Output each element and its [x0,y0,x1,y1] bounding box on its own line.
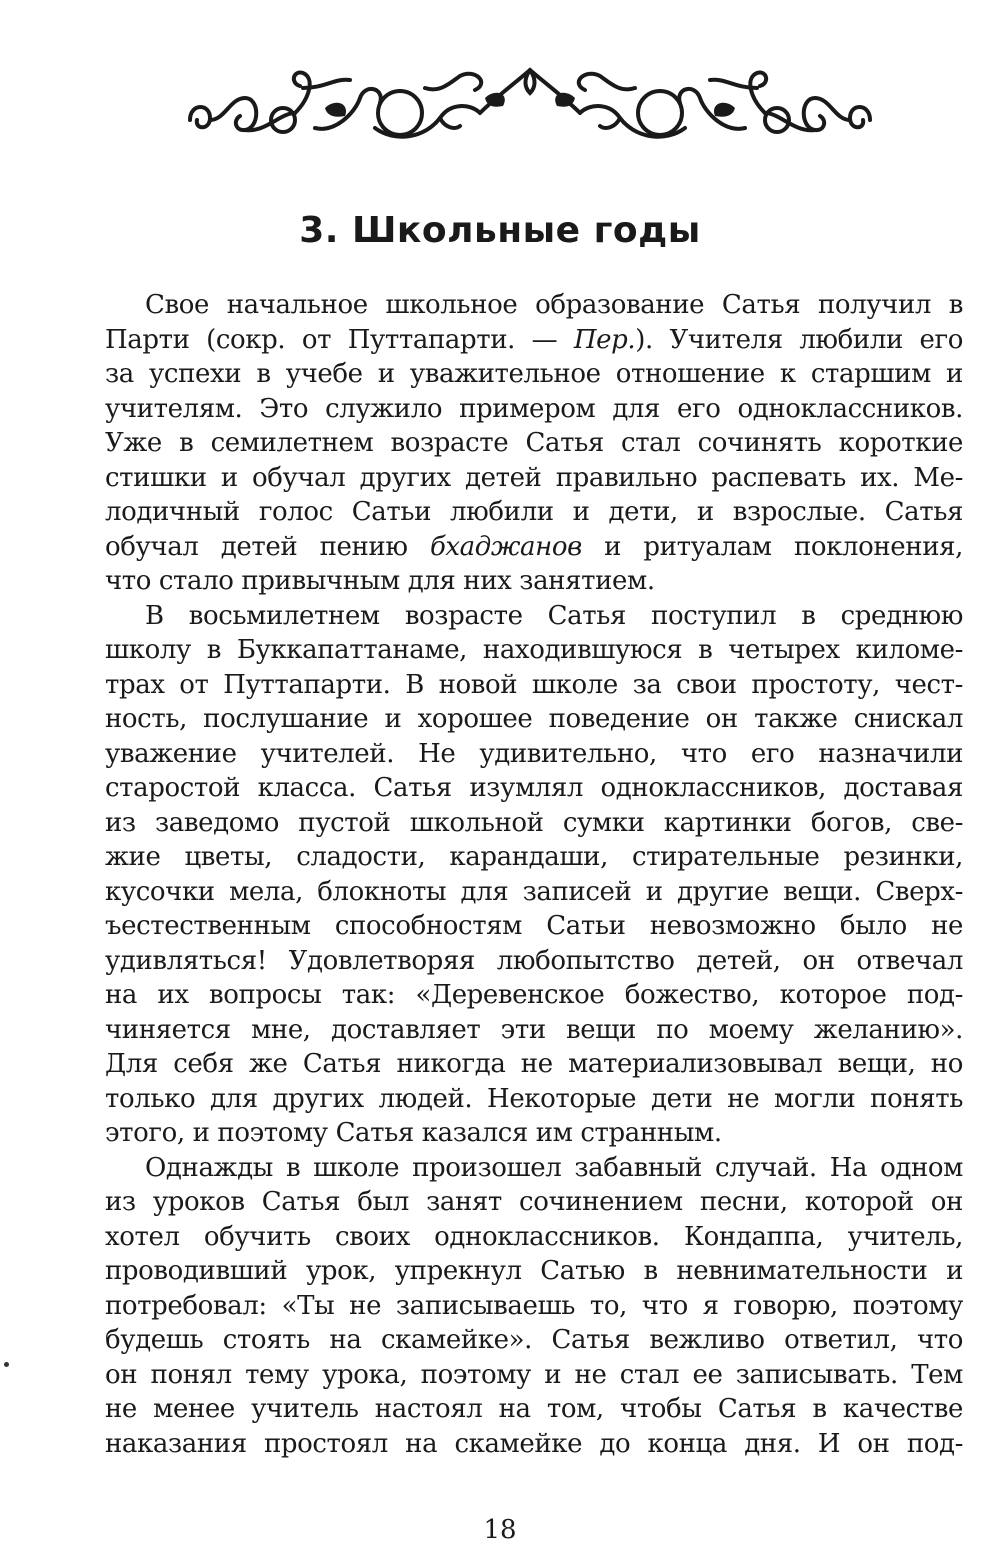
text-line: из заведомо пустой школьной сумки картинки богов, све- [105,807,963,838]
text-line: Уже в семилетнем возрасте Сатья стал сочинять короткие [105,428,963,458]
text-line: не менее учитель настоял на том, чтобы Сатья в качестве [105,1394,963,1424]
text-line: на их вопросы так: «Деревенское божество, которое под- [105,980,963,1010]
text-line: Парти (сокр. от Путтапарти. — Пер.). Учителя любили его [105,324,963,355]
text-line: обучал детей пению бхаджанов и ритуалам поклонения, [105,531,963,562]
chapter-title: 3. Школьные годы [299,210,701,251]
flourish-divider-icon [185,58,875,148]
text-line: наказания простоял на скамейке до конца дня. И он под- [105,1428,963,1459]
text-line: удивляться! Удовлетворяя любопытство детей, он отвечал [105,945,963,976]
text-line: стишки и обучал других детей правильно распевать их. Ме- [105,462,963,493]
text-line: школу в Буккапаттанаме, находившуюся в четырех киломе- [105,635,963,665]
text-line: потребовал: «Ты не записываешь то, что я говорю, поэтому [105,1290,963,1321]
print-speck [4,1362,9,1367]
text-line: чиняется мне, доставляет эти вещи по моему желанию». [105,1014,963,1045]
text-line: старостой класса. Сатья изумлял одноклассников, доставая [105,773,963,803]
text-line: ность, послушание и хорошее поведение он также снискал [105,704,963,734]
page-number: 18 [483,1515,517,1545]
text-line: Для себя же Сатья никогда не материализовывал вещи, но [105,1049,963,1079]
text-line: что стало привычным для них занятием. [105,566,655,596]
body-text [105,288,963,1461]
text-line: Однажды в школе произошел забавный случай. На одном [145,1152,963,1183]
text-line: только для других людей. Некоторые дети не могли понять [105,1083,963,1114]
text-line: трах от Путтапарти. В новой школе за свои простоту, чест- [105,669,963,700]
text-line: уважение учителей. Не удивительно, что его назначили [105,738,963,769]
text-line: этого, и поэтому Сатья казался им странным. [105,1118,722,1148]
text-line: он понял тему урока, поэтому и не стал ее записывать. Тем [105,1359,963,1390]
text-line: за успехи в учебе и уважительное отношение к старшим и [105,359,963,389]
text-line: хотел обучить своих одноклассников. Кондаппа, учитель, [105,1221,963,1252]
text-line: жие цветы, сладости, карандаши, стирательные резинки, [105,842,963,872]
text-line: проводивший урок, упрекнул Сатью в невнимательности и [105,1256,963,1286]
text-line: кусочки мела, блокноты для записей и другие вещи. Сверх- [105,876,963,907]
text-line: будешь стоять на скамейке». Сатья вежливо ответил, что [105,1325,963,1355]
text-line: учителям. Это служило примером для его одноклассников. [105,393,963,424]
text-line: из уроков Сатья был занят сочинением песни, которой он [105,1187,963,1217]
text-line: лодичный голос Сатьи любили и дети, и взрослые. Сатья [105,497,963,527]
text-line: Свое начальное школьное образование Сатья получил в [145,290,963,320]
text-line: ъестественным способностям Сатьи невозможно было не [105,911,963,941]
text-line: В восьмилетнем возрасте Сатья поступил в среднюю [145,600,963,631]
